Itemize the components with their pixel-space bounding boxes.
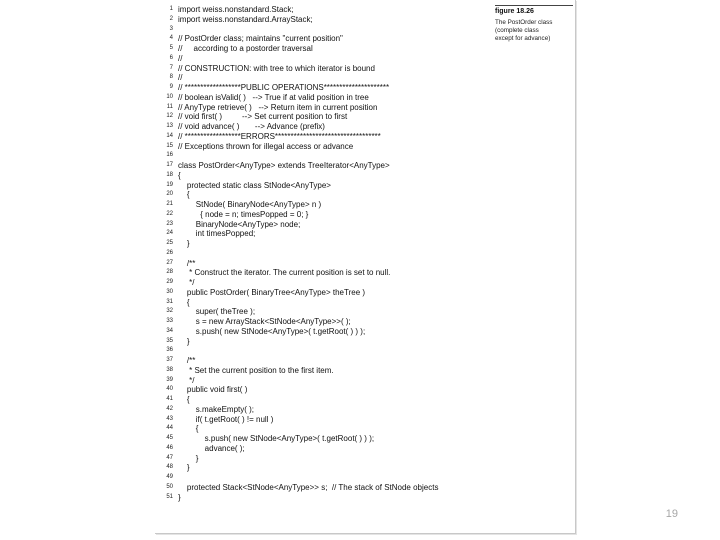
code-line: [159, 239, 489, 249]
code-text: // ******************PUBLIC OPERATIONS*********************: [178, 83, 390, 92]
line-number: 11: [166, 103, 173, 110]
line-number: 36: [166, 347, 173, 354]
line-number: 37: [166, 357, 173, 363]
code-text: {: [178, 297, 190, 307]
code-text: // void advance( ) --> Advance (prefix): [178, 122, 325, 131]
code-line: [159, 259, 489, 269]
code-line: [159, 122, 489, 132]
code-text: // boolean isValid( ) --> True if at valid position in tree: [178, 92, 369, 102]
code-line: [159, 151, 489, 161]
code-text: StNode( BinaryNode<AnyType> n ): [178, 200, 322, 209]
code-line: [159, 337, 489, 347]
line-number: 15: [166, 142, 173, 149]
code-line: [159, 483, 489, 493]
code-line: [159, 25, 489, 35]
code-line: [159, 161, 489, 171]
code-line: [159, 64, 489, 74]
code-line: [159, 83, 489, 93]
code-line: [159, 5, 489, 15]
line-number: 7: [169, 64, 173, 71]
code-text: s.push( new StNode<AnyType>( t.getRoot( ) ) );: [178, 326, 366, 336]
code-line: [159, 171, 489, 181]
code-text: * Construct the iterator. The current position is set to null.: [178, 268, 391, 278]
code-text: if( t.getRoot( ) != null ): [178, 414, 274, 424]
code-line: [159, 54, 489, 64]
code-line: [159, 444, 489, 454]
code-line: [159, 34, 489, 44]
code-line: [159, 356, 489, 366]
code-text: s = new ArrayStack<StNode<AnyType>>( );: [178, 317, 351, 326]
line-number: 23: [166, 220, 173, 227]
code-text: // CONSTRUCTION: with tree to which iterator is bound: [178, 63, 375, 73]
code-line: [159, 415, 489, 425]
line-number: 26: [166, 249, 173, 256]
code-text: //: [178, 53, 183, 63]
line-number: 32: [166, 308, 173, 315]
code-text: }: [178, 239, 190, 248]
code-line: [159, 249, 489, 259]
line-number: 29: [166, 279, 173, 285]
code-line: [159, 200, 489, 210]
line-number: 33: [166, 318, 173, 324]
code-line: [159, 493, 489, 503]
line-number: 39: [166, 376, 173, 383]
code-text: super( theTree );: [178, 307, 256, 317]
figure-caption: [495, 19, 573, 43]
code-line: [159, 15, 489, 25]
line-number: 14: [166, 132, 173, 139]
code-text: int timesPopped;: [178, 229, 256, 239]
line-number: 22: [166, 210, 173, 217]
code-text: public void first( ): [178, 385, 248, 395]
code-line: [159, 288, 489, 298]
code-text: protected static class StNode<AnyType>: [178, 180, 331, 190]
line-number: 30: [166, 288, 173, 295]
line-number: 42: [166, 405, 173, 412]
line-number: 6: [169, 54, 173, 61]
code-text: class PostOrder<AnyType> extends TreeIterator<AnyType>: [178, 161, 390, 170]
line-number: 38: [166, 366, 173, 373]
code-line: [159, 181, 489, 191]
line-number: 34: [166, 327, 173, 334]
code-text: {: [178, 424, 199, 434]
figure-label: figure 18.26: [495, 5, 573, 15]
code-line: [159, 454, 489, 464]
line-number: 47: [166, 454, 173, 461]
code-line: [159, 73, 489, 83]
code-line: [159, 132, 489, 142]
code-text: // void first( ) --> Set current position to first: [178, 112, 348, 122]
line-number: 4: [169, 35, 173, 42]
code-text: public PostOrder( BinaryTree<AnyType> theTree ): [178, 287, 366, 297]
figure-caption-line: (complete class: [495, 27, 539, 34]
code-line: [159, 268, 489, 278]
code-listing: [159, 5, 489, 502]
code-text: }: [178, 336, 190, 346]
code-text: */: [178, 278, 195, 287]
code-line: [159, 317, 489, 327]
line-number: 3: [169, 25, 173, 32]
line-number: 35: [166, 337, 173, 344]
code-line: [159, 463, 489, 473]
code-text: }: [178, 463, 190, 473]
code-text: advance( );: [178, 443, 245, 453]
code-text: // AnyType retrieve( ) --> Return item in current position: [178, 102, 378, 112]
code-text: s.makeEmpty( );: [178, 404, 255, 414]
line-number: 28: [166, 269, 173, 276]
line-number: 13: [166, 123, 173, 129]
code-text: /**: [178, 356, 196, 365]
line-number: 51: [166, 493, 173, 500]
line-number: 44: [166, 425, 173, 432]
line-number: 21: [166, 201, 173, 207]
code-text: }: [178, 453, 199, 463]
code-line: [159, 142, 489, 152]
line-number: 9: [169, 84, 173, 90]
code-text: BinaryNode<AnyType> node;: [178, 219, 301, 229]
line-number: 45: [166, 435, 173, 441]
line-number: 5: [169, 45, 173, 51]
code-line: [159, 190, 489, 200]
code-text: {: [178, 170, 181, 180]
code-text: * Set the current position to the first item.: [178, 365, 334, 375]
code-line: [159, 405, 489, 415]
code-line: [159, 424, 489, 434]
line-number: 41: [166, 396, 173, 402]
line-number: 31: [166, 298, 173, 305]
code-text: // according to a postorder traversal: [178, 44, 313, 53]
code-line: [159, 346, 489, 356]
code-line: [159, 103, 489, 113]
line-number: 49: [166, 474, 173, 480]
code-text: protected Stack<StNode<AnyType>> s; // The stack of StNode objects: [178, 482, 439, 492]
code-line: [159, 434, 489, 444]
line-number: 2: [169, 15, 173, 22]
code-line: [159, 210, 489, 220]
code-line: [159, 112, 489, 122]
code-line: [159, 473, 489, 483]
line-number: 8: [169, 74, 173, 81]
code-text: /**: [178, 258, 196, 268]
code-text: import weiss.nonstandard.ArrayStack;: [178, 14, 313, 24]
line-number: 20: [166, 191, 173, 198]
figure-caption-line: except for advance): [495, 35, 551, 42]
code-line: [159, 376, 489, 386]
code-text: import weiss.nonstandard.Stack;: [178, 5, 294, 14]
line-number: 46: [166, 444, 173, 451]
code-text: {: [178, 395, 190, 404]
code-line: [159, 366, 489, 376]
line-number: 27: [166, 259, 173, 266]
figure-caption-line: The PostOrder class: [495, 19, 553, 26]
code-text: {: [178, 190, 190, 200]
code-line: [159, 307, 489, 317]
code-line: [159, 327, 489, 337]
slide-number: 19: [665, 508, 678, 520]
code-line: [159, 298, 489, 308]
figure-caption-block: [495, 5, 573, 43]
code-line: [159, 93, 489, 103]
line-number: 48: [166, 464, 173, 471]
code-line: [159, 395, 489, 405]
code-line: [159, 44, 489, 54]
code-text: */: [178, 375, 195, 385]
line-number: 17: [166, 162, 173, 168]
line-number: 19: [166, 181, 173, 188]
line-number: 10: [166, 93, 173, 100]
line-number: 50: [166, 483, 173, 490]
code-text: //: [178, 73, 183, 83]
line-number: 43: [166, 415, 173, 422]
code-text: // PostOrder class; maintains "current position": [178, 34, 343, 44]
code-text: }: [178, 492, 181, 502]
line-number: 16: [166, 152, 173, 159]
code-text: // ******************ERRORS**********************************: [178, 131, 381, 141]
line-number: 1: [169, 6, 173, 12]
line-number: 12: [166, 113, 173, 120]
textbook-page: [155, 0, 576, 534]
line-number: 40: [166, 386, 173, 393]
code-line: [159, 229, 489, 239]
code-line: [159, 220, 489, 230]
code-text: // Exceptions thrown for illegal access or advance: [178, 141, 354, 151]
line-number: 25: [166, 240, 173, 246]
code-text: s.push( new StNode<AnyType>( t.getRoot( ) ) );: [178, 434, 375, 443]
line-number: 24: [166, 230, 173, 237]
code-text: { node = n; timesPopped = 0; }: [178, 209, 309, 219]
code-line: [159, 385, 489, 395]
line-number: 18: [166, 171, 173, 178]
code-line: [159, 278, 489, 288]
